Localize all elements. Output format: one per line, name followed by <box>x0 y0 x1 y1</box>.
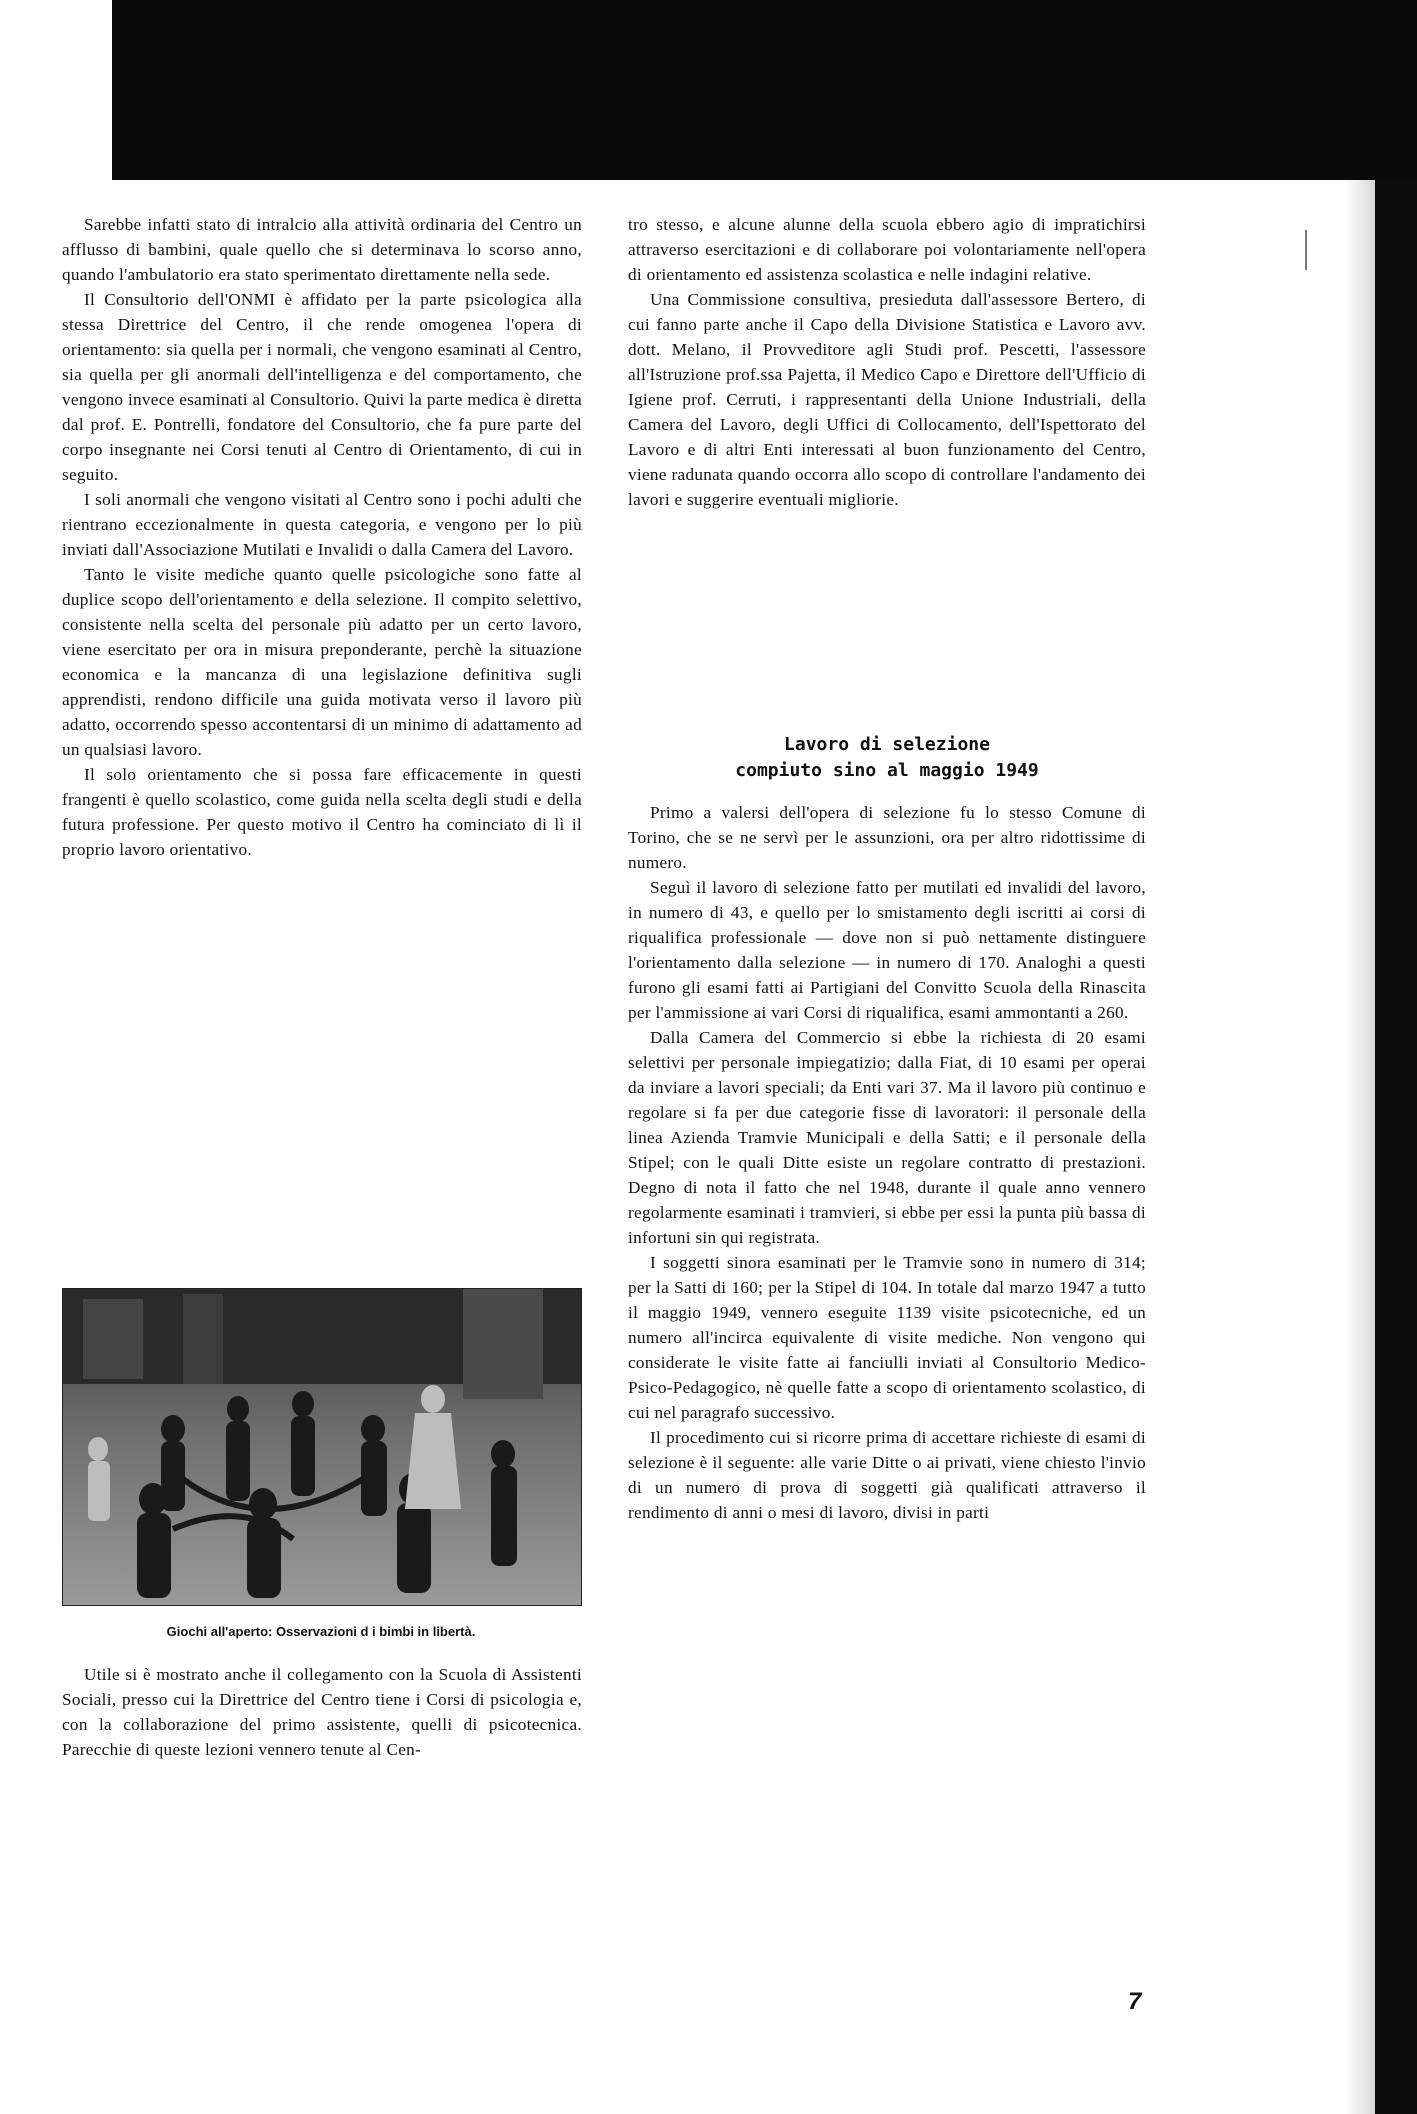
page-edge-mark <box>1305 230 1307 270</box>
right-column <box>628 212 1146 512</box>
page-number: 7 <box>1128 1988 1142 2015</box>
scan-dark-border-right <box>1375 180 1417 2114</box>
paragraph: Una Commissione consultiva, presieduta dall'assessore Bertero, di cui fanno parte anche il Capo della Divisione Statistica e Lavoro avv. dott. Melano, il Provveditore agli Studi prof. Pescetti, l'assessore all'Istruzione prof.ssa Pajetta, il Medico Capo e Direttore dell'Ufficio di Igiene prof. Cerruti, i rappresentanti della Unione Industriali, della Camera del Lavoro, degli Uffici di Collocamento, dell'Ispettorato del Lavoro e di altri Enti interessati al buon funzionamento del Centro, viene radunata quando occorra allo scopo di controllare l'andamento dei lavori e suggerire eventuali migliorie. <box>628 290 1146 509</box>
paragraph: Il procedimento cui si ricorre prima di accettare richieste di esami di selezione è il seguente: alle varie Ditte o ai privati, viene chiesto l'invio di un numero di prova di soggetti già qualificati attraverso il rendimento di anni o mesi di lavoro, divisi in parti <box>628 1428 1146 1522</box>
paragraph: Tanto le visite mediche quanto quelle psicologiche sono fatte al duplice scopo dell'orientamento e della selezione. Il compito selettivo, consistente nella scelta del personale più adatto per un certo lavoro, viene esercitato per ora in misura preponderante, perchè la situazione economica e la mancanza di una legislazione definitiva sugli apprendisti, rendono difficile una guida motivata verso il lavoro più adatto, occorrendo spesso accontentarsi di un minimo di adattamento ad un qualsiasi lavoro. <box>62 565 582 759</box>
paragraph: I soli anormali che vengono visitati al Centro sono i pochi adulti che rientrano eccezionalmente in questa categoria, e vengono per lo più inviati dall'Associazione Mutilati e Invalidi o dalla Camera del Lavoro. <box>62 490 582 559</box>
page-edge-shadow <box>1345 180 1375 2114</box>
paragraph: tro stesso, e alcune alunne della scuola ebbero agio di impratichirsi attraverso esercitazioni e di collaborare poi volontariamente nell'opera di orientamento ed assistenza scolastica e nelle indagini relative. <box>628 215 1146 284</box>
page-margin <box>0 0 112 180</box>
heading-line: compiuto sino al maggio 1949 <box>735 760 1039 781</box>
paragraph: Utile si è mostrato anche il collegamento con la Scuola di Assistenti Sociali, presso cui la Direttrice del Centro tiene i Corsi di psicologia e, con la collaborazione del primo assistente, quelli di psicotecnica. Parecchie di queste lezioni vennero tenute al Cen- <box>62 1665 582 1759</box>
paragraph: Il solo orientamento che si possa fare efficacemente in questi frangenti è quello scolastico, come guida nella scelta degli studi e della futura professione. Per questo motivo il Centro ha cominciato di lì il proprio lavoro orientativo. <box>62 765 582 859</box>
paragraph: Dalla Camera del Commercio si ebbe la richiesta di 20 esami selettivi per personale impiegatizio; dalla Fiat, di 10 esami per operai da inviare a lavori speciali; da Enti vari 37. Ma il lavoro più continuo e regolare si fa per due categorie fisse di lavoratori: il personale della linea Azienda Tramvie Municipali e della Satti; e il personale della Stipel; con le quali Ditte esiste un regolare contratto di prestazioni. Degno di nota il fatto che nel 1948, durante il quale anno vennero regolarmente esaminati i tramvieri, si ebbe per essi la punta più bassa di infortuni sin qui registrata. <box>628 1028 1146 1247</box>
left-column <box>62 212 582 862</box>
paragraph: Primo a valersi dell'opera di selezione fu lo stesso Comune di Torino, che se ne servì per le assunzioni, ora per altro ridottissime di numero. <box>628 803 1146 872</box>
photo-caption: Giochi all'aperto: Osservazioni d i bimbi in libertà. <box>166 1624 476 1639</box>
paragraph: Il Consultorio dell'ONMI è affidato per la parte psicologica alla stessa Direttrice del Centro, il che rende omogenea l'opera di orientamento: sia quella per i normali, che vengono esaminati al Centro, sia quella per gli anormali dell'intelligenza e del comportamento, che vengono invece esaminati al Consultorio. Quivi la parte medica è diretta dal prof. E. Pontrelli, fondatore del Consultorio, che fa pure parte del corpo insegnante nei Corsi tenuti al Centro di Orientamento, di cui in seguito. <box>62 290 582 484</box>
paragraph: I soggetti sinora esaminati per le Tramvie sono in numero di 314; per la Satti di 160; per la Stipel di 104. In totale dal marzo 1947 a tutto il maggio 1949, vennero eseguite 1139 visite psicotecniche, ed un numero all'incirca equivalente di visite mediche. Non vengono qui considerate le visite fatte ai fanciulli inviati al Consultorio Medico-Psico-Pedagogico, nè quelle fatte a scopo di orientamento scolastico, di cui nel paragrafo successivo. <box>628 1253 1146 1422</box>
left-column-continuation <box>62 1662 582 1762</box>
photo-children-playing <box>62 1288 582 1606</box>
scan-dark-border-top <box>112 0 1417 180</box>
paragraph: Sarebbe infatti stato di intralcio alla attività ordinaria del Centro un afflusso di bambini, quale quello che si determinava lo scorso anno, quando l'ambulatorio era stato sperimentato direttamente nella sede. <box>62 215 582 284</box>
paragraph: Seguì il lavoro di selezione fatto per mutilati ed invalidi del lavoro, in numero di 43, e quello per lo smistamento degli iscritti ai corsi di riqualifica professionale — dove non si può nettamente distinguere l'orientamento dalla selezione — in numero di 170. Analoghi a questi furono gli esami fatti ai Partigiani del Convitto Scuola della Rinascita per l'ammissione ai vari Corsi di riqualifica, esami ammontanti a 260. <box>628 878 1146 1022</box>
section-heading <box>628 732 1146 784</box>
right-column-section <box>628 800 1146 1525</box>
heading-line: Lavoro di selezione <box>784 734 990 755</box>
